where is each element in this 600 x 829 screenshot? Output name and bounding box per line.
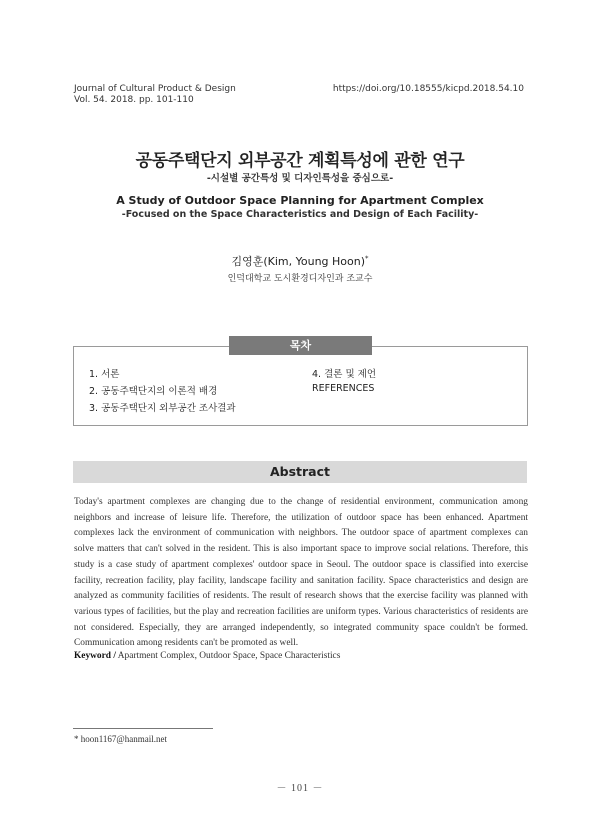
english-subtitle: -Focused on the Space Characteristics and Design of Each Facility- xyxy=(121,209,479,220)
journal-name: Journal of Cultural Product & Design xyxy=(74,84,236,94)
abstract-body: Today's apartment complexes are changing due to the change of residential environment, communication among neighbors and increase of leisure life. Therefore, the utilization of outdoor space has been enhanced. Apartment complexes lack the environment of communication with neighbors. The outdoor space of apartment complexes can solve matters that can't solved in the resident. This is also important space to improve social relations. Therefore, this study is a case study of apartment complexes' outdoor space in Seoul. The outdoor space is classified into exercise facility, recreation facility, play facility, landscape facility and sanitation facility. Space characteristics and design are analyzed as community facilities of residents. The result of research shows that the exercise facility was planned with various types of facilities, but the play and recreation facilities are uniform types. Various characteristics of residents are not considered. Especially, they are arranged independently, so integrated community space couldn't be formed. Communication among residents can't be promoted as well. xyxy=(74,497,528,649)
toc-item-references[interactable]: REFERENCES xyxy=(312,383,375,394)
author-name-text: 김영훈(Kim, Young Hoon) xyxy=(231,255,366,268)
doi-link[interactable]: https://doi.org/10.18555/kicpd.2018.54.10 xyxy=(332,84,524,94)
keyword-label: Keyword / xyxy=(74,651,116,661)
toc-label: 목차 xyxy=(229,336,372,355)
footnote-mark: * xyxy=(74,734,79,744)
keyword-line xyxy=(74,651,340,661)
author-footnote-mark: * xyxy=(365,254,369,263)
author-name xyxy=(0,253,600,269)
page-number: － 101 － xyxy=(276,783,324,794)
journal-volume: Vol. 54. 2018. pp. 101-110 xyxy=(74,95,194,105)
english-title: A Study of Outdoor Space Planning for Apartment Complex xyxy=(116,194,484,207)
keyword-list: Apartment Complex, Outdoor Space, Space Characteristics xyxy=(117,651,341,661)
journal-info xyxy=(74,84,236,106)
korean-title: 공동주택단지 외부공간 계획특성에 관한 연구 xyxy=(135,151,465,171)
toc-item-4[interactable]: 4. 결론 및 제언 xyxy=(312,369,377,380)
toc-item-2[interactable]: 2. 공동주택단지의 이론적 배경 xyxy=(89,386,218,397)
footnote xyxy=(74,734,167,744)
korean-subtitle: -시설별 공간특성 및 디자인특성을 중심으로- xyxy=(206,173,394,184)
footnote-email[interactable]: hoon1167@hanmail.net xyxy=(80,734,167,744)
author-affiliation: 인덕대학교 도시환경디자인과 조교수 xyxy=(227,274,373,284)
footnote-divider xyxy=(73,728,213,729)
abstract-heading: Abstract xyxy=(73,461,527,483)
toc-item-1[interactable]: 1. 서론 xyxy=(89,369,120,380)
toc-item-3[interactable]: 3. 공동주택단지 외부공간 조사결과 xyxy=(89,403,236,414)
